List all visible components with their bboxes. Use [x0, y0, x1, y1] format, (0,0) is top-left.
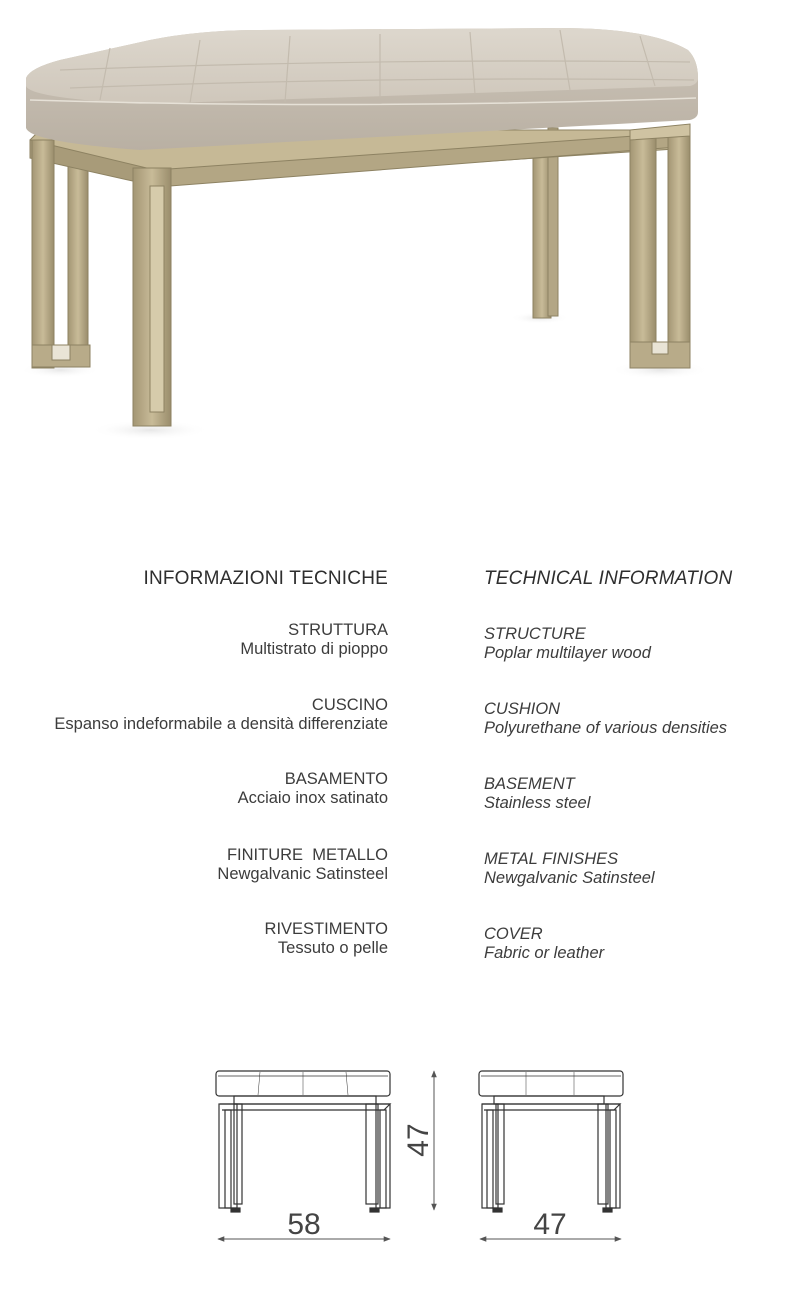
depth-dimension: 47	[533, 1208, 567, 1241]
bench-frame	[30, 124, 690, 426]
it-spec-structure	[240, 621, 388, 659]
en-spec-value: Polyurethane of various densities	[484, 719, 728, 737]
it-spec-label: FINITURE METALLO	[226, 846, 388, 864]
en-spec-cushion	[484, 700, 727, 738]
it-spec-label: STRUTTURA	[288, 621, 388, 639]
it-spec-value: Multistrato di pioppo	[240, 640, 388, 658]
it-heading: INFORMAZIONI TECNICHE	[143, 568, 388, 589]
en-spec-label: CUSHION	[484, 700, 561, 718]
it-spec-value: Espanso indeformabile a densità differenziate	[54, 715, 388, 733]
en-spec-label: STRUCTURE	[484, 625, 586, 643]
it-spec-value: Newgalvanic Satinsteel	[217, 865, 388, 883]
en-spec-value: Newgalvanic Satinsteel	[484, 869, 655, 887]
bench-product-image	[0, 0, 797, 470]
dimension-drawings	[0, 1050, 797, 1250]
it-spec-label: BASAMENTO	[284, 770, 388, 788]
en-spec-structure	[484, 625, 651, 663]
en-spec-label: BASEMENT	[484, 775, 575, 793]
rear-leg-left	[68, 150, 88, 364]
it-spec-base	[238, 770, 388, 808]
width-dimension: 58	[287, 1208, 321, 1241]
en-spec-base	[484, 775, 590, 813]
en-spec-cover	[484, 925, 604, 963]
en-spec-value: Fabric or leather	[484, 944, 605, 962]
it-spec-label: CUSCINO	[311, 696, 388, 714]
it-spec-cushion	[54, 696, 388, 734]
it-spec-value: Tessuto o pelle	[277, 939, 388, 957]
it-spec-cover	[265, 920, 388, 958]
en-spec-label: METAL FINISHES	[484, 850, 619, 868]
it-spec-label: RIVESTIMENTO	[264, 920, 388, 938]
height-dimension: 47	[402, 1123, 435, 1157]
side-view-drawing	[479, 1071, 623, 1212]
en-heading: TECHNICAL INFORMATION	[484, 568, 733, 589]
en-spec-metal-finish	[484, 850, 655, 888]
front-view-drawing	[216, 1071, 390, 1212]
en-spec-label: COVER	[484, 925, 543, 943]
it-spec-metal-finish	[217, 846, 388, 884]
en-spec-value: Poplar multilayer wood	[484, 644, 651, 662]
it-spec-value: Acciaio inox satinato	[237, 789, 388, 807]
en-spec-value: Stainless steel	[484, 794, 591, 812]
